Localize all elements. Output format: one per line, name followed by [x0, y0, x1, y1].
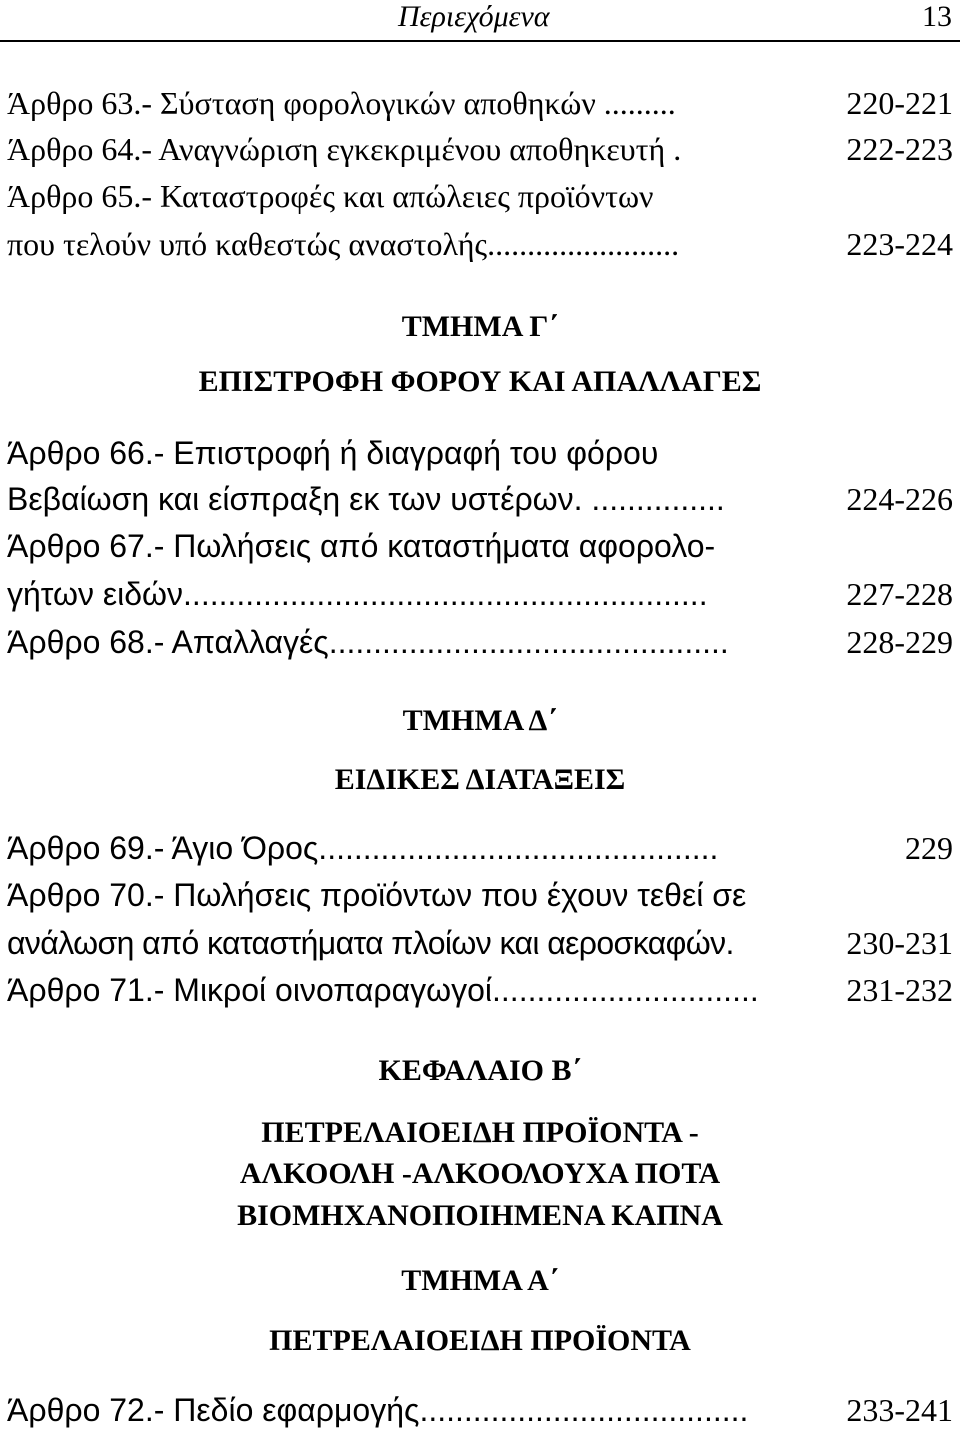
toc-entry: [7, 572, 953, 616]
section-heading: ΤΜΗΜΑ Γ΄: [401, 310, 559, 343]
section-subheading: ΕΙΔΙΚΕΣ ΔΙΑΤΑΞΕΙΣ: [334, 763, 626, 796]
entry-pages: 224-226: [846, 481, 953, 517]
entry-title: Άρθρο 65.- Καταστροφές και απώλειες προϊόντων: [7, 178, 654, 214]
entry-pages: 220-221: [846, 85, 953, 121]
toc-entry: [7, 620, 953, 664]
toc-entry: [7, 477, 953, 521]
toc-entry: [7, 222, 953, 266]
chapter-title-line: ΠΕΤΡΕΛΑΙΟΕΙΔΗ ΠΡΟΪΟΝΤΑ -: [261, 1116, 699, 1149]
entry-title: Άρθρο 67.- Πωλήσεις από καταστήματα αφορολο-: [7, 528, 716, 564]
entry-title: Άρθρο 64.- Αναγνώριση εγκεκριμένου αποθηκευτή .: [7, 131, 682, 167]
running-title: Περιεχόμενα: [398, 0, 550, 33]
entry-title: ανάλωση από καταστήματα πλοίων και αεροσκαφών.: [7, 925, 734, 961]
toc-entry: [7, 873, 953, 917]
section-heading: ΤΜΗΜΑ Δ΄: [402, 704, 558, 737]
toc-entry: [7, 174, 953, 218]
chapter-heading: ΚΕΦΑΛΑΙΟ Β΄: [378, 1054, 582, 1087]
page-header: [0, 0, 960, 42]
toc-entry: [7, 1388, 953, 1432]
entry-pages: 230-231: [846, 925, 953, 961]
toc-entry: [7, 921, 953, 965]
section-subheading: ΠΕΤΡΕΛΑΙΟΕΙΔΗ ΠΡΟΪΟΝΤΑ: [269, 1324, 691, 1357]
toc-entry: [7, 524, 953, 568]
entry-title: Άρθρο 66.- Επιστροφή ή διαγραφή του φόρου: [7, 435, 659, 471]
chapter-title-line: ΒΙΟΜΗΧΑΝΟΠΟΙΗΜΕΝΑ ΚΑΠΝΑ: [237, 1199, 723, 1232]
page-number: 13: [922, 0, 952, 33]
entry-pages: 231-232: [846, 972, 953, 1008]
entry-title: Άρθρο 71.- Μικροί οινοπαραγωγοί..............................: [7, 972, 759, 1008]
entry-title: που τελούν υπό καθεστώς αναστολής........................: [7, 226, 680, 262]
entry-title: Άρθρο 70.- Πωλήσεις προϊόντων που έχουν τεθεί σε: [7, 877, 747, 913]
entry-pages: 233-241: [846, 1392, 953, 1428]
entry-title: Άρθρο 69.- Άγιο Όρος.............................................: [7, 830, 719, 866]
toc-entry: [7, 431, 953, 475]
toc-entry: [7, 826, 953, 870]
toc-entry: [7, 127, 953, 171]
toc-entry: [7, 81, 953, 125]
entry-pages: 228-229: [846, 624, 953, 660]
entry-title: γήτων ειδών...........................................................: [7, 576, 708, 612]
section-heading: ΤΜΗΜΑ Α΄: [401, 1264, 559, 1297]
entry-title: Βεβαίωση και είσπραξη εκ των υστέρων. ...............: [7, 481, 725, 517]
entry-title: Άρθρο 72.- Πεδίο εφαρμογής.....................................: [7, 1392, 749, 1428]
entry-pages: 229: [905, 830, 953, 866]
entry-title: Άρθρο 63.- Σύσταση φορολογικών αποθηκών .........: [7, 85, 676, 121]
section-subheading: ΕΠΙΣΤΡΟΦΗ ΦΟΡΟΥ ΚΑΙ ΑΠΑΛΛΑΓΕΣ: [198, 365, 762, 398]
entry-pages: 223-224: [846, 226, 953, 262]
toc-entry: [7, 968, 953, 1012]
entry-pages: 222-223: [846, 131, 953, 167]
chapter-title-line: ΑΛΚΟΟΛΗ -ΑΛΚΟΟΛΟΥΧΑ ΠΟΤΑ: [239, 1157, 721, 1190]
entry-title: Άρθρο 68.- Απαλλαγές.............................................: [7, 624, 729, 660]
entry-pages: 227-228: [846, 576, 953, 612]
